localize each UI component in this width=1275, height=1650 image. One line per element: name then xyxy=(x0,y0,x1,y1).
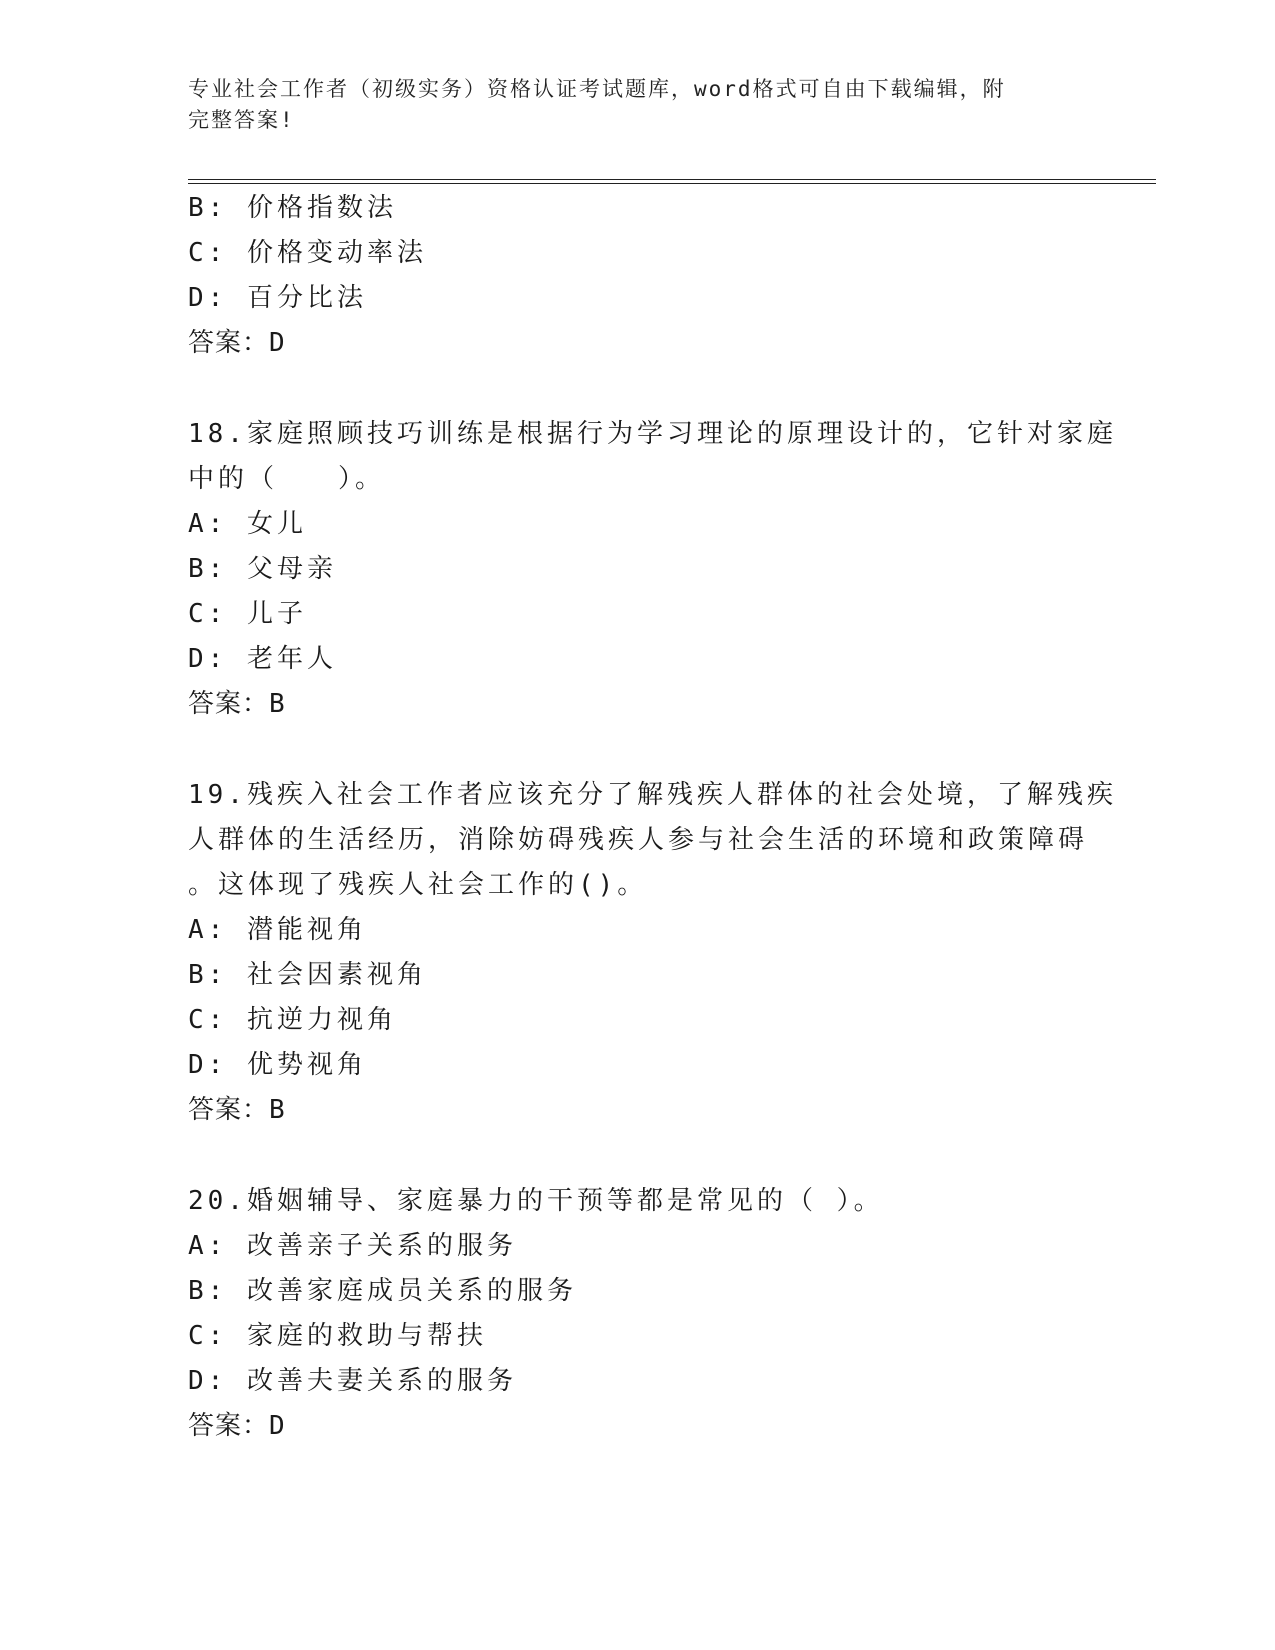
q19-answer: 答案：B xyxy=(188,1095,286,1125)
q17-option-d: D: 百分比法 xyxy=(188,283,367,313)
q17-option-c: C: 价格变动率法 xyxy=(188,238,427,268)
q18-option-a: A: 女儿 xyxy=(188,509,307,539)
q17-option-b: B: 价格指数法 xyxy=(188,193,397,223)
q18-stem-line-1: 18.家庭照顾技巧训练是根据行为学习理论的原理设计的，它针对家庭 xyxy=(188,419,1117,449)
q19-stem-line-2: 人群体的生活经历，消除妨碍残疾人参与社会生活的环境和政策障碍 xyxy=(188,825,1089,855)
q19-option-d: D: 优势视角 xyxy=(188,1050,367,1080)
header-line-2: 完整答案! xyxy=(188,108,295,132)
q17-answer: 答案：D xyxy=(188,328,286,358)
q18-option-d: D: 老年人 xyxy=(188,644,337,674)
q20-stem-line-1: 20.婚姻辅导、家庭暴力的干预等都是常见的（ ）。 xyxy=(188,1186,884,1216)
q18-stem-line-2: 中的（ ）。 xyxy=(188,464,386,494)
page-header xyxy=(188,74,1068,136)
q20-option-a: A: 改善亲子关系的服务 xyxy=(188,1231,517,1261)
q18-option-b: B: 父母亲 xyxy=(188,554,337,584)
q19-option-b: B: 社会因素视角 xyxy=(188,960,427,990)
q20-option-d: D: 改善夫妻关系的服务 xyxy=(188,1366,517,1396)
q19-option-a: A: 潜能视角 xyxy=(188,915,367,945)
q20-option-c: C: 家庭的救助与帮扶 xyxy=(188,1321,487,1351)
q20-option-b: B: 改善家庭成员关系的服务 xyxy=(188,1276,577,1306)
q19-stem-line-1: 19.残疾入社会工作者应该充分了解残疾人群体的社会处境，了解残疾 xyxy=(188,780,1117,810)
q19-option-c: C: 抗逆力视角 xyxy=(188,1005,397,1035)
header-line-1: 专业社会工作者（初级实务）资格认证考试题库，word格式可自由下载编辑，附 xyxy=(188,77,1006,101)
q18-answer: 答案：B xyxy=(188,689,286,719)
header-rule-bottom xyxy=(188,183,1156,184)
header-rule-top xyxy=(188,179,1156,180)
q18-option-c: C: 儿子 xyxy=(188,599,307,629)
q19-stem-line-3: 。这体现了残疾人社会工作的()。 xyxy=(188,870,648,900)
q20-answer: 答案：D xyxy=(188,1411,286,1441)
